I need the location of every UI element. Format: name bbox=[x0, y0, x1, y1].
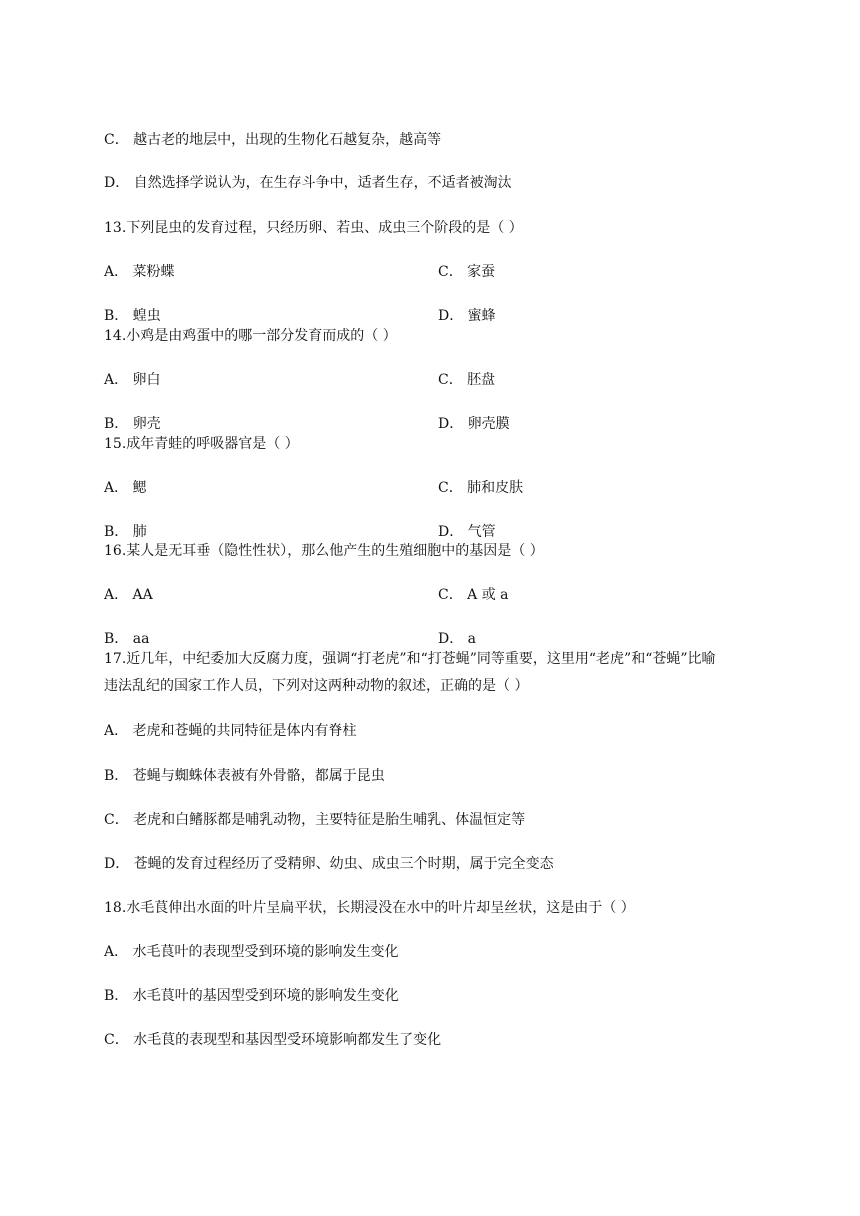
q17-option-c: C． 老虎和白鳍豚都是哺乳动物，主要特征是胎生哺乳、体温恒定等 bbox=[104, 812, 526, 828]
q18-option-b: B． 水毛茛叶的基因型受到环境的影响发生变化 bbox=[104, 988, 399, 1004]
q17-stem-line1: 17.近几年，中纪委加大反腐力度，强调“打老虎”和“打苍蝇”同等重要，这里用“老虎”和“苍蝇”比喻 bbox=[104, 651, 716, 667]
q13-option-c: C． 家蚕 bbox=[438, 264, 496, 280]
q17-option-a: A． 老虎和苍蝇的共同特征是体内有脊柱 bbox=[104, 723, 357, 739]
q16-option-b: B． aa bbox=[104, 631, 150, 647]
q12-option-d: D． 自然选择学说认为，在生存斗争中，适者生存，不适者被淘汰 bbox=[104, 175, 512, 191]
q13-option-d: D． 蜜蜂 bbox=[438, 308, 496, 324]
q15-option-a: A． 鳃 bbox=[104, 480, 147, 496]
q13-stem: 13.下列昆虫的发育过程，只经历卵、若虫、成虫三个阶段的是（ ） bbox=[104, 220, 523, 236]
q13-option-a: A． 菜粉蝶 bbox=[104, 264, 175, 280]
q16-stem: 16.某人是无耳垂（隐性性状），那么他产生的生殖细胞中的基因是（ ） bbox=[104, 543, 544, 559]
q16-option-d: D． a bbox=[438, 631, 477, 647]
q14-option-d: D． 卵壳膜 bbox=[438, 416, 510, 432]
q18-option-a: A． 水毛茛叶的表现型受到环境的影响发生变化 bbox=[104, 944, 399, 960]
q18-stem: 18.水毛茛伸出水面的叶片呈扁平状，长期浸没在水中的叶片却呈丝状，这是由于（ ） bbox=[104, 900, 635, 916]
q14-option-a: A． 卵白 bbox=[104, 372, 161, 388]
q15-stem: 15.成年青蛙的呼吸器官是（ ） bbox=[104, 436, 299, 452]
q16-option-a: A． AA bbox=[104, 587, 153, 603]
q12-option-c: C． 越古老的地层中，出现的生物化石越复杂，越高等 bbox=[104, 132, 442, 148]
q15-option-c: C． 肺和皮肤 bbox=[438, 480, 524, 496]
q17-option-b: B． 苍蝇与蜘蛛体表被有外骨骼，都属于昆虫 bbox=[104, 768, 385, 784]
q14-option-b: B． 卵壳 bbox=[104, 416, 161, 432]
q16-option-c: C． A 或 a bbox=[438, 587, 509, 603]
q14-option-c: C． 胚盘 bbox=[438, 372, 496, 388]
q14-stem: 14.小鸡是由鸡蛋中的哪一部分发育而成的（ ） bbox=[104, 328, 397, 344]
q15-option-b: B． 肺 bbox=[104, 524, 147, 540]
q13-option-b: B． 蝗虫 bbox=[104, 308, 161, 324]
q18-option-c: C． 水毛茛的表现型和基因型受环境影响都发生了变化 bbox=[104, 1032, 442, 1048]
q15-option-d: D． 气管 bbox=[438, 524, 496, 540]
q17-stem-line2: 违法乱纪的国家工作人员，下列对这两种动物的叙述，正确的是（ ） bbox=[104, 678, 529, 694]
q17-option-d: D． 苍蝇的发育过程经历了受精卵、幼虫、成虫三个时期，属于完全变态 bbox=[104, 856, 554, 872]
